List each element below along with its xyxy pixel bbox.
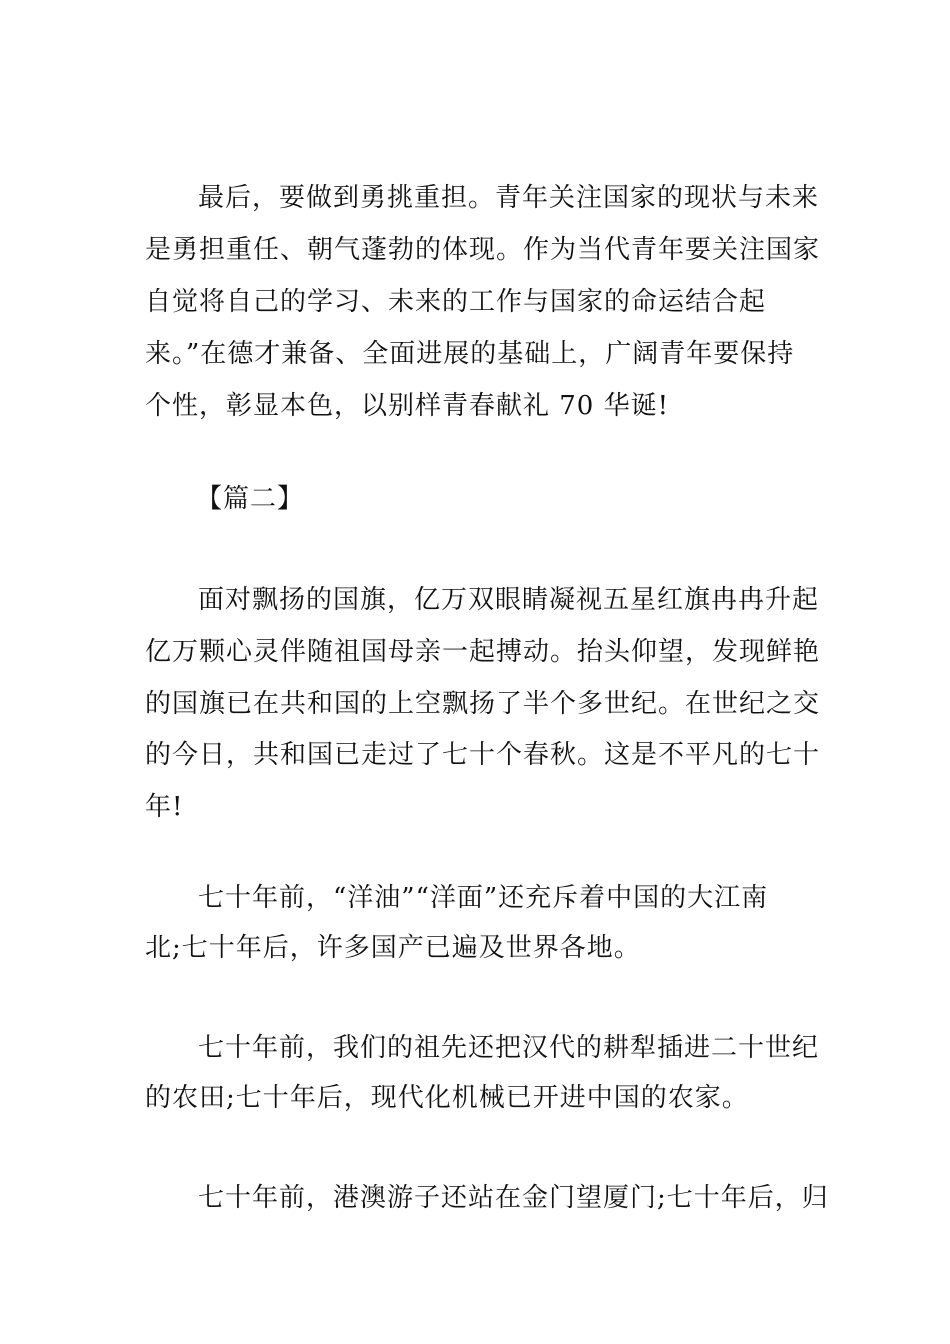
paragraph-line: 面对飘扬的国旗，亿万双眼睛凝视五星红旗冉冉升起 bbox=[198, 585, 820, 615]
paragraph-line: 年! bbox=[145, 792, 184, 822]
paragraph-line: 北;七十年后，许多国产已遍及世界各地。 bbox=[145, 933, 641, 963]
paragraph-line: 最后，要做到勇挑重担。青年关注国家的现状与未来 bbox=[198, 183, 820, 213]
paragraph-line: 的今日，共和国已走过了七十个春秋。这是不平凡的七十 bbox=[145, 740, 821, 770]
paragraph-line: 是勇担重任、朝气蓬勃的体现。作为当代青年要关注国家 bbox=[145, 235, 821, 265]
paragraph-line: 自觉将自己的学习、未来的工作与国家的命运结合起 bbox=[145, 287, 767, 317]
section-heading: 【篇二】 bbox=[196, 484, 305, 514]
paragraph-line: 七十年前，“洋油”“洋面”还充斥着中国的大江南 bbox=[198, 883, 769, 913]
paragraph-line: 亿万颗心灵伴随祖国母亲一起搏动。抬头仰望，发现鲜艳 bbox=[145, 637, 821, 667]
paragraph-line: 的农田;七十年后，现代化机械已开进中国的农家。 bbox=[145, 1083, 749, 1113]
paragraph-line: 个性，彰显本色，以别样青春献礼 70 华诞! bbox=[145, 391, 670, 421]
paragraph-line: 七十年前，港澳游子还站在金门望厦门;七十年后，归 bbox=[198, 1183, 829, 1213]
paragraph-line: 七十年前，我们的祖先还把汉代的耕犁插进二十世纪 bbox=[198, 1033, 820, 1063]
paragraph-line: 的国旗已在共和国的上空飘扬了半个多世纪。在世纪之交 bbox=[145, 689, 821, 719]
paragraph-line: 来。”在德才兼备、全面进展的基础上，广阔青年要保持 bbox=[145, 339, 795, 369]
